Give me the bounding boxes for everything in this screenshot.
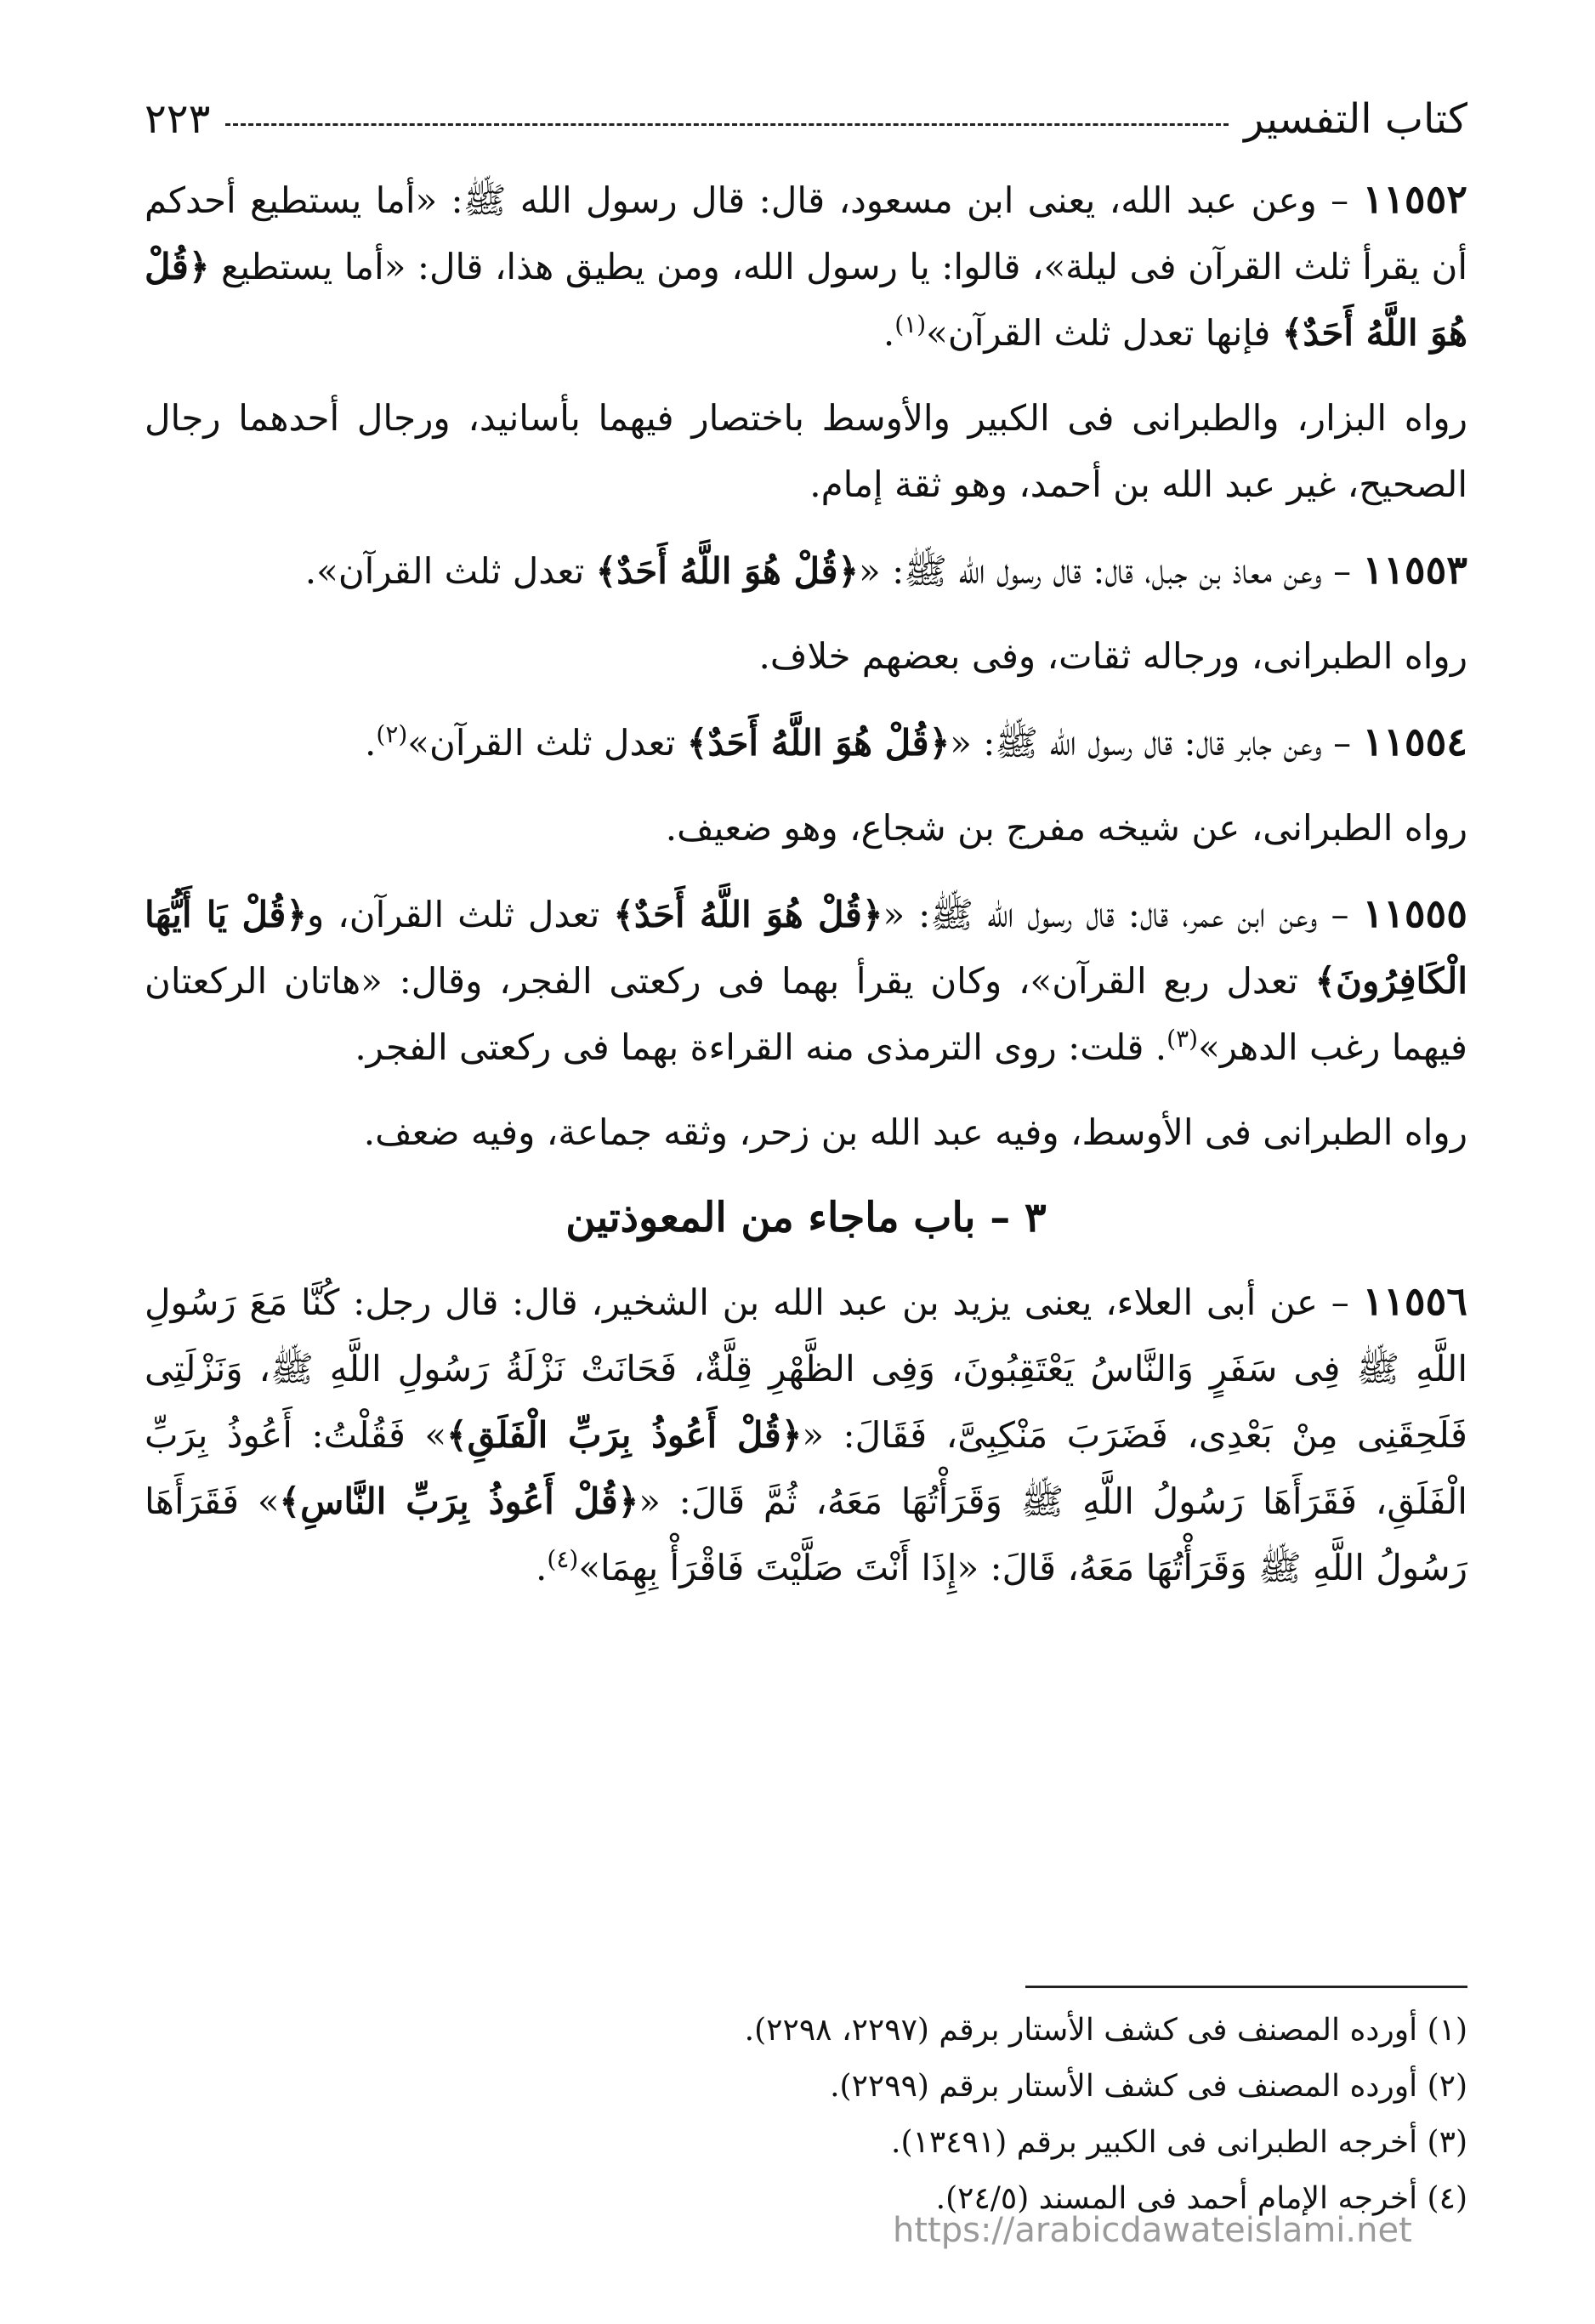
quran-verse-2: ﴿قُلْ يَا أَيُّهَا الْكَافِرُونَ﴾ — [145, 894, 1467, 1002]
hadith-paragraph — [145, 1268, 1467, 1601]
footnote: (١) أورده المصنف فى كشف الأستار برقم (٢٢٩٧، ٢٢٩٨). — [744, 2013, 1467, 2048]
page-number: ٢٢٣ — [145, 95, 211, 143]
hadith-number: ١١٥٥٢ — [1362, 176, 1467, 222]
hadith-text: – وعن معاذ بن جبل، قال: قال رسول الله ﷺ: « — [859, 550, 1363, 592]
hadith-paragraph — [145, 708, 1467, 776]
chapter-title: ٣ – باب ماجاء من المعوذتين — [565, 1194, 1047, 1242]
hadith-end: . قلت: روى الترمذى منه القراءة بهما فى ركعتى الفجر. — [355, 1026, 1167, 1068]
footnotes — [145, 2003, 1467, 2227]
page-body — [145, 166, 1467, 1620]
footnote-divider — [1025, 1986, 1467, 1988]
footnote-ref: (٣) — [1166, 1025, 1199, 1053]
hadith-paragraph — [145, 166, 1467, 366]
hadith-end: . — [536, 1547, 548, 1588]
hadith-source: رواه الطبرانى، عن شيخه مفرج بن شجاع، وهو ضعيف. — [665, 807, 1467, 849]
hadith-text-continued: تعدل ثلث القرآن» — [316, 550, 596, 592]
hadith-paragraph — [145, 880, 1467, 1081]
hadith-text-continued: تعدل ثلث القرآن، و — [306, 894, 614, 935]
watermark-url: https://arabicdawateislami.net — [893, 2211, 1412, 2250]
quran-verse: ﴿قُلْ هُوَ اللَّهُ أَحَدٌ﴾ — [613, 894, 883, 935]
footnote-ref: (١) — [894, 310, 927, 338]
hadith-text: – وعن عبد الله، يعنى ابن مسعود، قال: قال رسول الله ﷺ: «أما يستطيع أحدكم أن يقرأ ثلث القرآن فى ليلة»، قالوا: يا رسول الله، ومن يطيق هذا، قال: «أما يستطيع — [145, 179, 1467, 287]
running-header — [145, 85, 1467, 153]
hadith-number: ١١٥٥٤ — [1362, 719, 1467, 764]
hadith-source: رواه الطبرانى فى الأوسط، وفيه عبد الله بن زحر، وثقه جماعة، وفيه ضعف. — [363, 1111, 1467, 1153]
hadith-text: – وعن ابن عمر، قال: قال رسول الله ﷺ: « — [883, 894, 1363, 935]
hadith-text-continued: » فَقُلْتُ: أَعُوذُ بِرَبِّ الْفَلَقِ، فَقَرَأَهَا رَسُولُ اللَّهِ ﷺ وَقَرَأْتُهَا مَعَهُ، ثُمَّ قَالَ: « — [145, 1414, 1467, 1522]
quran-verse: ﴿قُلْ هُوَ اللَّهُ أَحَدٌ﴾ — [595, 550, 860, 592]
footnote: (٣) أخرجه الطبرانى فى الكبير برقم (١٣٤٩١). — [891, 2125, 1467, 2160]
footnote-ref: (٢) — [376, 720, 408, 748]
quran-verse: ﴿قُلْ أَعُوذُ بِرَبِّ الْفَلَقِ﴾ — [446, 1414, 803, 1456]
hadith-text: – وعن جابر قال: قال رسول الله ﷺ: « — [950, 722, 1363, 764]
hadith-end: . — [883, 312, 895, 354]
quran-verse: ﴿قُلْ هُوَ اللَّهُ أَحَدٌ﴾ — [686, 722, 951, 764]
hadith-text-continued-2: تعدل ربع القرآن»، وكان يقرأ بهما فى ركعتى الفجر، وقال: «هاتان الركعتان فيهما رغب الدهر» — [145, 960, 1467, 1068]
header-rule — [225, 123, 1229, 126]
hadith-text-continued: تعدل ثلث القرآن» — [407, 722, 687, 764]
quran-verse: ﴿قُلْ هُوَ اللَّهُ أَحَدٌ﴾ — [145, 246, 1467, 354]
footnote-ref: (٤) — [547, 1545, 579, 1573]
quran-verse-2: ﴿قُلْ أَعُوذُ بِرَبِّ النَّاسِ﴾ — [279, 1480, 639, 1522]
hadith-source: رواه الطبرانى، ورجاله ثقات، وفى بعضهم خلاف. — [758, 635, 1467, 677]
footnote: (٢) أورده المصنف فى كشف الأستار برقم (٢٢٩٩). — [830, 2069, 1467, 2104]
hadith-end: . — [304, 550, 317, 592]
hadith-number: ١١٥٥٦ — [1362, 1278, 1467, 1324]
footnote: (٤) أخرجه الإمام أحمد فى المسند (٢٤/٥). — [935, 2181, 1467, 2216]
hadith-paragraph — [145, 537, 1467, 605]
hadith-text: – عن أبى العلاء، يعنى يزيد بن عبد الله بن الشخير، قال: قال رجل: كُنَّا مَعَ رَسُولِ اللَّهِ ﷺ فِى سَفَرٍ وَالنَّاسُ يَعْتَقِبُونَ، وَفِى الظَّهْرِ قِلَّةٌ، فَحَانَتْ نَزْلَةُ رَسُولِ اللَّهِ ﷺ، وَنَزْلَتِى فَلَحِقَنِى مِنْ بَعْدِى، فَضَرَبَ مَنْكِبِىَّ، فَقَالَ: « — [145, 1281, 1467, 1456]
hadith-number: ١١٥٥٥ — [1362, 890, 1467, 936]
hadith-text-continued-2: » فَقَرَأَهَا رَسُولُ اللَّهِ ﷺ وَقَرَأْتُهَا مَعَهُ، قَالَ: «إِذَا أَنْتَ صَلَّيْتَ فَاقْرَأْ بِهِمَا» — [145, 1480, 1467, 1588]
hadith-source: رواه البزار، والطبرانى فى الكبير والأوسط باختصار فيهما بأسانيد، ورجال أحدهما رجال الصحيح، غير عبد الله بن أحمد، وهو ثقة إمام. — [145, 397, 1467, 505]
hadith-text-continued: فإنها تعدل ثلث القرآن» — [926, 312, 1282, 354]
book-title: كتاب التفسير — [1244, 95, 1467, 143]
hadith-number: ١١٥٥٣ — [1362, 547, 1467, 593]
hadith-end: . — [365, 722, 377, 764]
